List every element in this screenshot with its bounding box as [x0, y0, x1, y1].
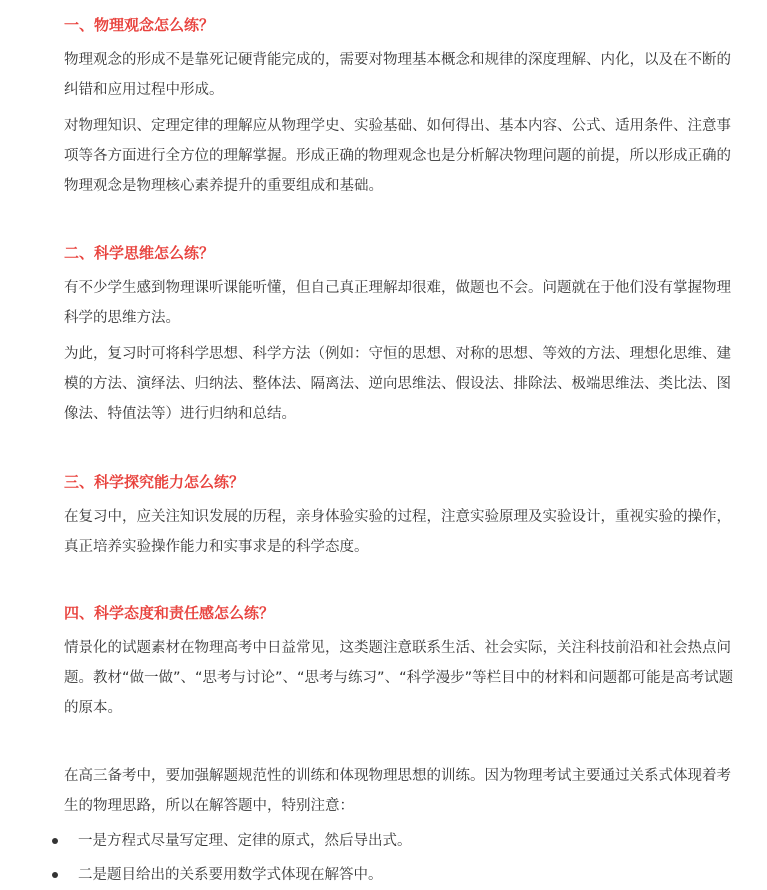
section-1-paragraph-2: 对物理知识、定理定律的理解应从物理学史、实验基础、如何得出、基本内容、公式、适用条件、注意事项等各方面进行全方位的理解掌握。形成正确的物理观念也是分析解决物理问题的前提，所以形成正确的物理观念是物理核心素养提升的重要组成和基础。 [64, 118, 731, 194]
section-2-paragraph-1: 有不少学生感到物理课听课能听懂，但自己真正理解却很难，做题也不会。问题就在于他们没有掌握物理科学的思维方法。 [64, 280, 731, 326]
section-2-paragraph-2: 为此，复习时可将科学思想、科学方法（例如：守恒的思想、对称的思想、等效的方法、理想化思维、建模的方法、演绎法、归纳法、整体法、隔离法、逆向思维法、假设法、排除法、极端思维法、类比法、图像法、特值法等）进行归纳和总结。 [64, 346, 731, 422]
bullet-item-1 [78, 826, 412, 856]
section-heading-3: 三、科学探究能力怎么练？ [64, 473, 245, 491]
bullet-item-2 [78, 860, 383, 890]
section-1-paragraph-1: 物理观念的形成不是靠死记硬背能完成的，需要对物理基本概念和规律的深度理解、内化，以及在不断的纠错和应用过程中形成。 [64, 52, 731, 98]
bullet-dot-icon [52, 838, 58, 844]
section-heading-2: 二、科学思维怎么练？ [64, 244, 215, 262]
bullet-item-text: 一是方程式尽量写定理、定律的原式，然后导出式。 [78, 833, 412, 849]
section-4-paragraph-2: 在高三备考中，要加强解题规范性的训练和体现物理思想的训练。因为物理考试主要通过关系式体现着考生的物理思路，所以在解答题中，特别注意： [64, 768, 731, 814]
section-heading-4: 四、科学态度和责任感怎么练？ [64, 604, 275, 622]
section-3-paragraph-1: 在复习中，应关注知识发展的历程，亲身体验实验的过程，注意实验原理及实验设计，重视实验的操作，真正培养实验操作能力和实事求是的科学态度。 [64, 509, 731, 555]
section-4-paragraph-1: 情景化的试题素材在物理高考中日益常见，这类题注意联系生活、社会实际，关注科技前沿和社会热点问题。教材“做一做”、“思考与讨论”、“思考与练习”、“科学漫步”等栏目中的材料和问题都可能是高考试题的原本。 [64, 640, 734, 716]
bullet-item-text: 二是题目给出的关系要用数学式体现在解答中。 [78, 867, 383, 883]
section-heading-1: 一、物理观念怎么练？ [64, 16, 215, 34]
bullet-dot-icon [52, 872, 58, 878]
